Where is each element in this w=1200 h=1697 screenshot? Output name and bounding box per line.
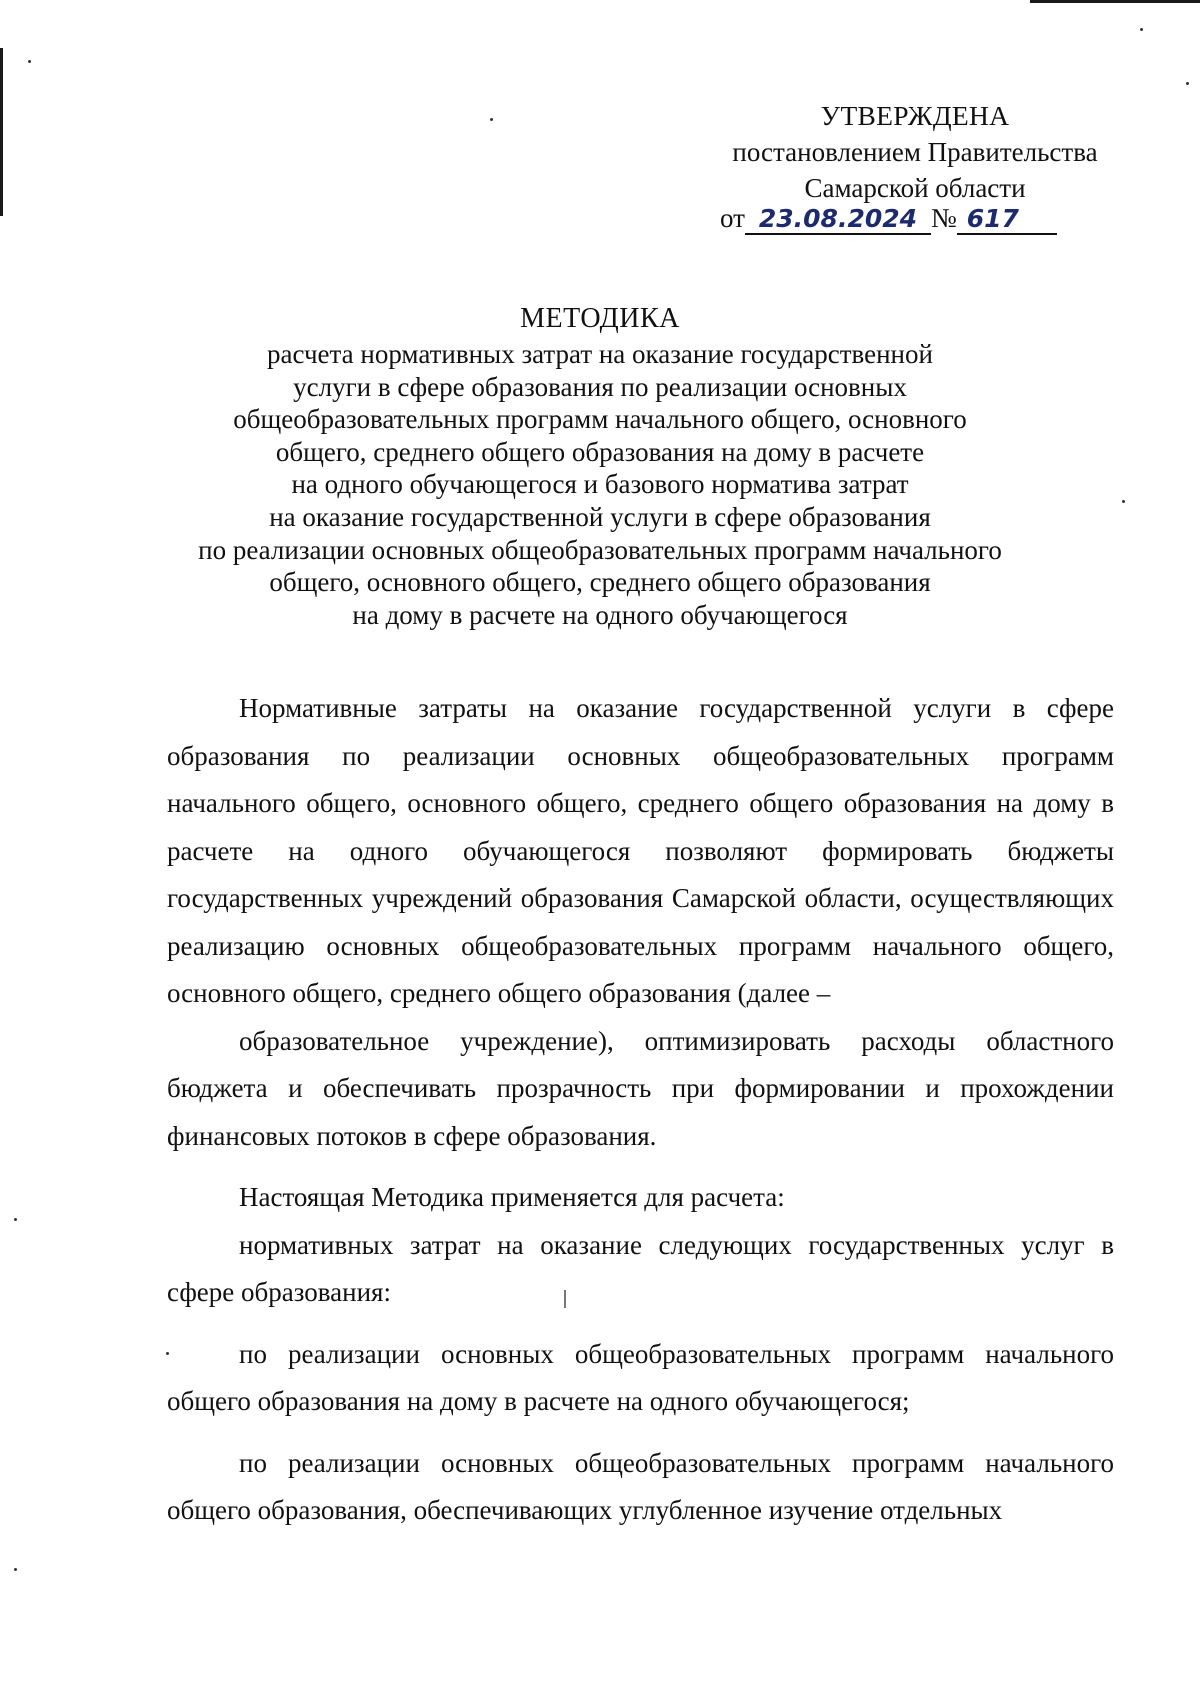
- subtitle-line: общего, основного общего, среднего общего образования: [269, 567, 931, 598]
- subtitle-line: услуги в сфере образования по реализации основных: [293, 371, 907, 402]
- paragraph-method-scope: Настоящая Методика применяется для расчета:: [239, 1182, 785, 1212]
- document-subtitle: [0, 338, 1200, 631]
- document-heading: [0, 300, 1200, 631]
- document-title: МЕТОДИКА: [520, 303, 680, 334]
- paragraph-continuation: образовательное учреждение), оптимизировать расходы областного бюджета и обеспечивать прозрачность при формировании и прохождении финансовых потоков в сфере образования.: [167, 1025, 1114, 1151]
- scan-edge-mark: [1030, 0, 1200, 3]
- approval-region: Самарской области: [804, 173, 1026, 203]
- approval-stamp-block: [700, 98, 1130, 206]
- date-prefix: от: [720, 203, 745, 233]
- scan-speck: [1140, 28, 1143, 31]
- paragraph-list-intro: нормативных затрат на оказание следующих государственных услуг в сфере образования:: [167, 1229, 1114, 1307]
- scan-speck: [14, 1568, 17, 1571]
- scan-speck: [28, 60, 31, 63]
- subtitle-line: на дому в расчете на одного обучающегося: [352, 599, 848, 630]
- subtitle-line: на оказание государственной услуги в сфере образования: [269, 501, 931, 532]
- subtitle-line: расчета нормативных затрат на оказание государственной: [267, 339, 933, 369]
- list-item: по реализации основных общеобразовательных программ начального общего образования, обеспечивающих углубленное изучение отдельных: [167, 1447, 1114, 1525]
- approval-title: УТВЕРЖДЕНА: [820, 100, 1010, 131]
- paragraph-normative-costs: Нормативные затраты на оказание государственной услуги в сфере образования по реализации основных общеобразовательных программ начального общего, основного общего, среднего общего образования на дому в расчете на одного обучающегося позволяют формировать бюджеты государственных учреждений образования Самарской области, осуществляющих реализацию основных общеобразовательных программ начального общего, основного общего, среднего общего образования (далее –: [167, 693, 1114, 1008]
- scan-speck: [1186, 82, 1189, 85]
- subtitle-line: общего, среднего общего образования на дому в расчете: [275, 436, 925, 467]
- handwritten-number: 617: [957, 205, 1057, 235]
- subtitle-line: по реализации основных общеобразовательных программ начального: [198, 534, 1002, 565]
- list-item: по реализации основных общеобразовательных программ начального общего образования на дому в расчете на одного обучающегося;: [167, 1338, 1114, 1416]
- approval-date-line: [720, 200, 1057, 236]
- approval-issuer: постановлением Правительства: [732, 137, 1098, 167]
- subtitle-line: общеобразовательных программ начального общего, основного: [233, 404, 967, 435]
- subtitle-line: на одного обучающегося и базового норматива затрат: [291, 469, 909, 500]
- scan-speck: [14, 1218, 17, 1221]
- number-prefix: №: [930, 203, 957, 233]
- scan-speck: [490, 118, 493, 121]
- handwritten-date: 23.08.2024: [745, 205, 931, 235]
- document-body: [167, 685, 1114, 1535]
- scan-edge-mark: [0, 48, 3, 216]
